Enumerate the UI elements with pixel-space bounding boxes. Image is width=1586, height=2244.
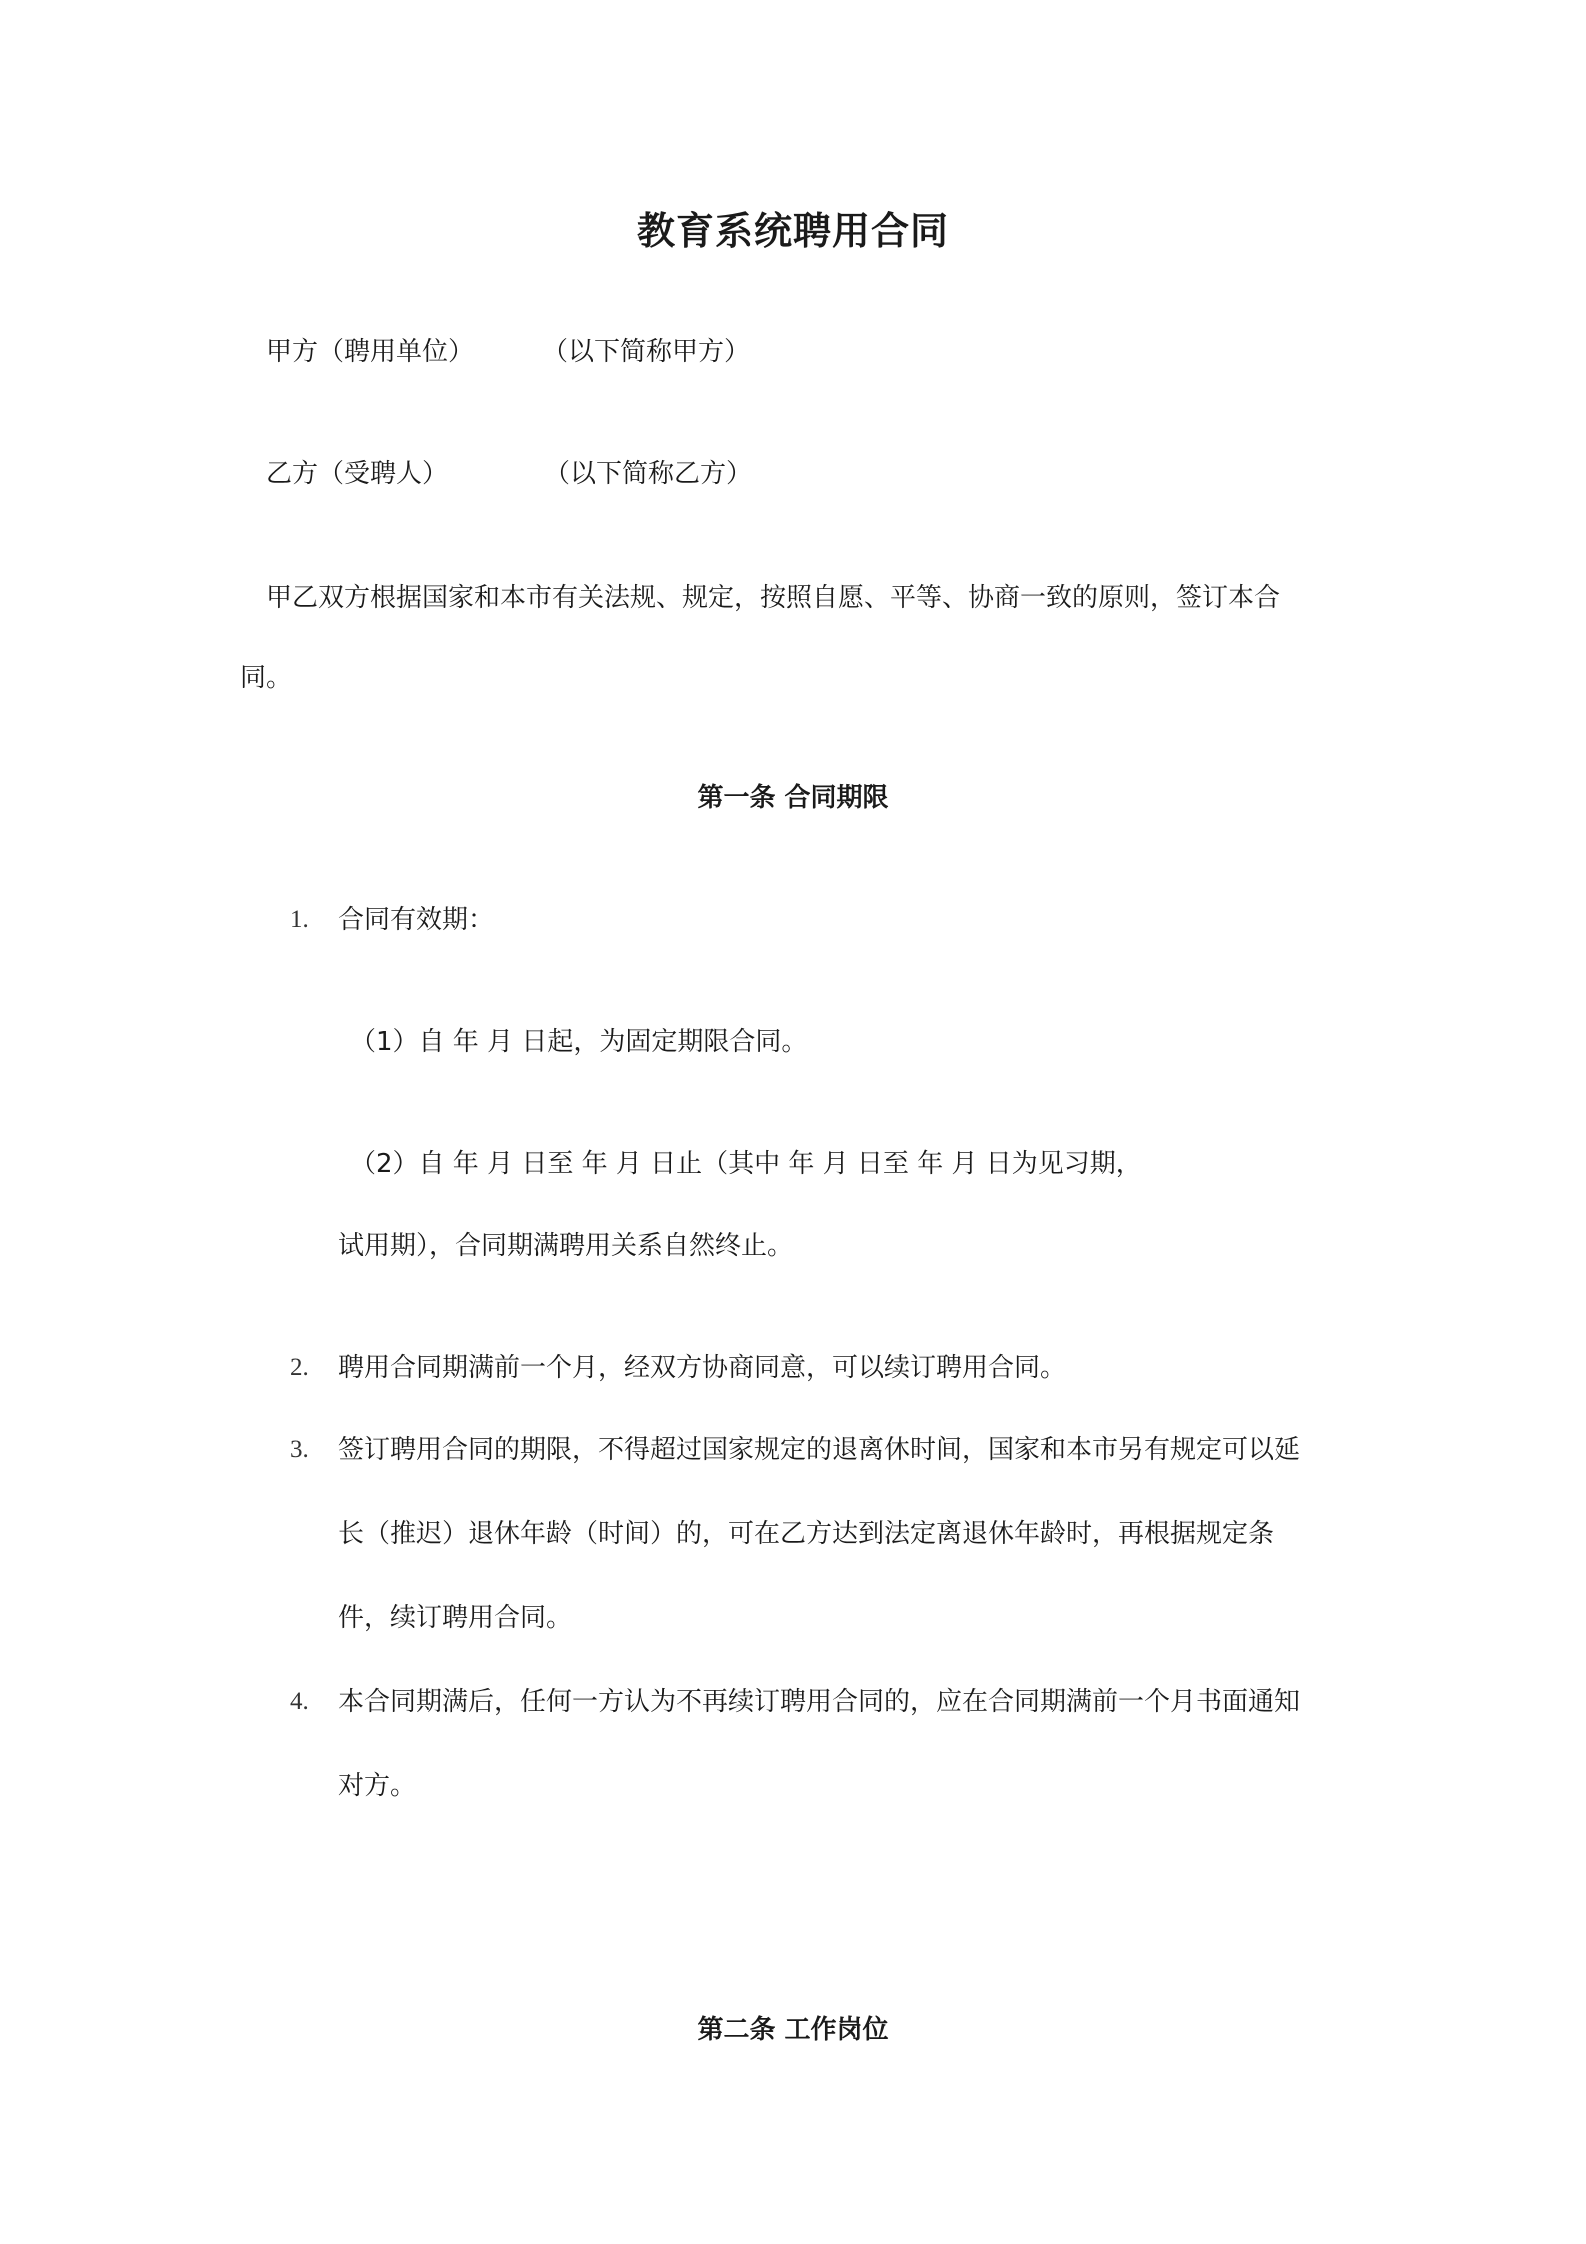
item-3-line-2: 长（推迟）退休年龄（时间）的，可在乙方达到法定离退休年龄时，再根据规定条: [338, 1519, 1275, 1549]
intro-line-2: 同。: [240, 663, 293, 693]
article-1-heading: 第一条 合同期限: [697, 783, 889, 813]
item-1-number: 1.: [290, 906, 309, 933]
item-3-line-3: 件，续订聘用合同。: [338, 1603, 573, 1633]
item-1-sub-2-line-1: （2）自 年 月 日至 年 月 日止（其中 年 月 日至 年 月 日为见习期，: [350, 1149, 1142, 1179]
item-2-number: 2.: [290, 1354, 309, 1381]
item-2-text: 聘用合同期满前一个月，经双方协商同意，可以续订聘用合同。: [338, 1353, 1067, 1383]
party-a-note: （以下简称甲方）: [542, 337, 751, 367]
item-4-number: 4.: [290, 1688, 309, 1715]
article-2-heading: 第二条 工作岗位: [697, 2015, 889, 2045]
party-a-line: [266, 334, 750, 370]
party-a-label: 甲方（聘用单位）: [266, 337, 475, 367]
party-b-note: （以下简称乙方）: [544, 459, 753, 489]
party-b-label: 乙方（受聘人）: [266, 459, 449, 489]
party-b-line: [266, 456, 752, 492]
item-3-number: 3.: [290, 1436, 309, 1463]
item-3-line-1: 签订聘用合同的期限，不得超过国家规定的退离休时间，国家和本市另有规定可以延: [338, 1435, 1301, 1465]
item-1-sub-2-line-2: 试用期），合同期满聘用关系自然终止。: [338, 1231, 794, 1261]
intro-line-1: 甲乙双方根据国家和本市有关法规、规定，按照自愿、平等、协商一致的原则，签订本合: [266, 583, 1281, 613]
item-4-line-2: 对方。: [338, 1771, 417, 1801]
item-4-line-1: 本合同期满后，任何一方认为不再续订聘用合同的，应在合同期满前一个月书面通知: [338, 1687, 1301, 1717]
item-1-text: 合同有效期：: [338, 905, 495, 935]
item-1-sub-1: （1）自 年 月 日起，为固定期限合同。: [350, 1027, 808, 1057]
document-title: 教育系统聘用合同: [636, 209, 949, 253]
